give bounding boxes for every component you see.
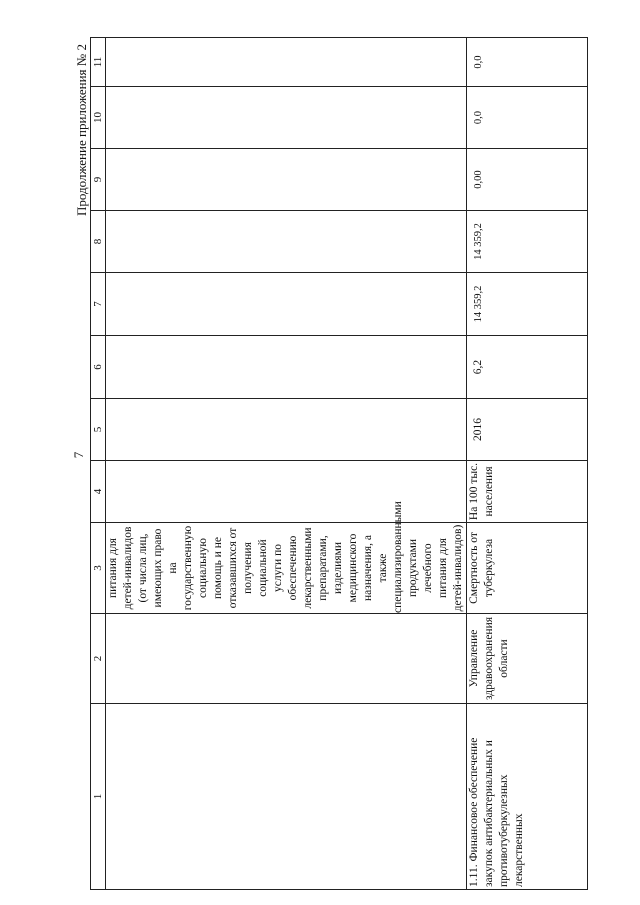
- column-header: 7: [91, 273, 106, 336]
- table-cell: На 100 тыс. населения: [467, 461, 588, 523]
- table-cell: Смертность от туберкулеза: [467, 523, 588, 614]
- column-header: 6: [91, 336, 106, 399]
- data-table: [90, 38, 588, 890]
- column-header: 10: [91, 87, 106, 149]
- column-header: 9: [91, 149, 106, 211]
- table-cell: 0,0: [467, 38, 588, 87]
- table-cell: 0,0: [467, 87, 588, 149]
- table-cell: [106, 211, 467, 273]
- table-cell: [106, 149, 467, 211]
- table-cell: [106, 38, 467, 87]
- column-header: 4: [91, 461, 106, 523]
- column-header: 2: [91, 614, 106, 704]
- column-header: 3: [91, 523, 106, 614]
- table-cell: [106, 614, 467, 704]
- table-row: [106, 38, 467, 890]
- table-cell: [106, 461, 467, 523]
- table-row: [467, 38, 588, 890]
- column-header: 11: [91, 38, 106, 87]
- header-row: [91, 38, 106, 890]
- page-number: 7: [71, 451, 86, 459]
- table-cell: [106, 399, 467, 461]
- table-cell: 2016: [467, 399, 588, 461]
- table-cell: 14 359,2: [467, 273, 588, 336]
- table-cell: 14 359,2: [467, 211, 588, 273]
- table-cell: [106, 336, 467, 399]
- table-cell: 0,00: [467, 149, 588, 211]
- table-cell: Управление здравоохранения области: [467, 614, 588, 704]
- table-cell: 6,2: [467, 336, 588, 399]
- column-header: 5: [91, 399, 106, 461]
- table-cell: [106, 87, 467, 149]
- column-header: 8: [91, 211, 106, 273]
- table-cell: 1.11. Финансовое обеспечение закупок антибактериальных и противотуберкулезных лекарственных: [467, 704, 588, 890]
- table-cell: [106, 273, 467, 336]
- table-cell: [106, 704, 467, 890]
- appendix-caption: Продолжение приложения № 2: [74, 44, 89, 216]
- table-cell: питания для детей-инвалидов (от числа лиц, имеющих право на государственную социальную помощь и не отказавшихся от получения социальной услуги по обеспечению лекарственными препаратами, изделиями медицинского назначения, а также специализированными продуктами лечебного питания для детей-инвалидов): [106, 523, 467, 614]
- column-header: 1: [91, 704, 106, 890]
